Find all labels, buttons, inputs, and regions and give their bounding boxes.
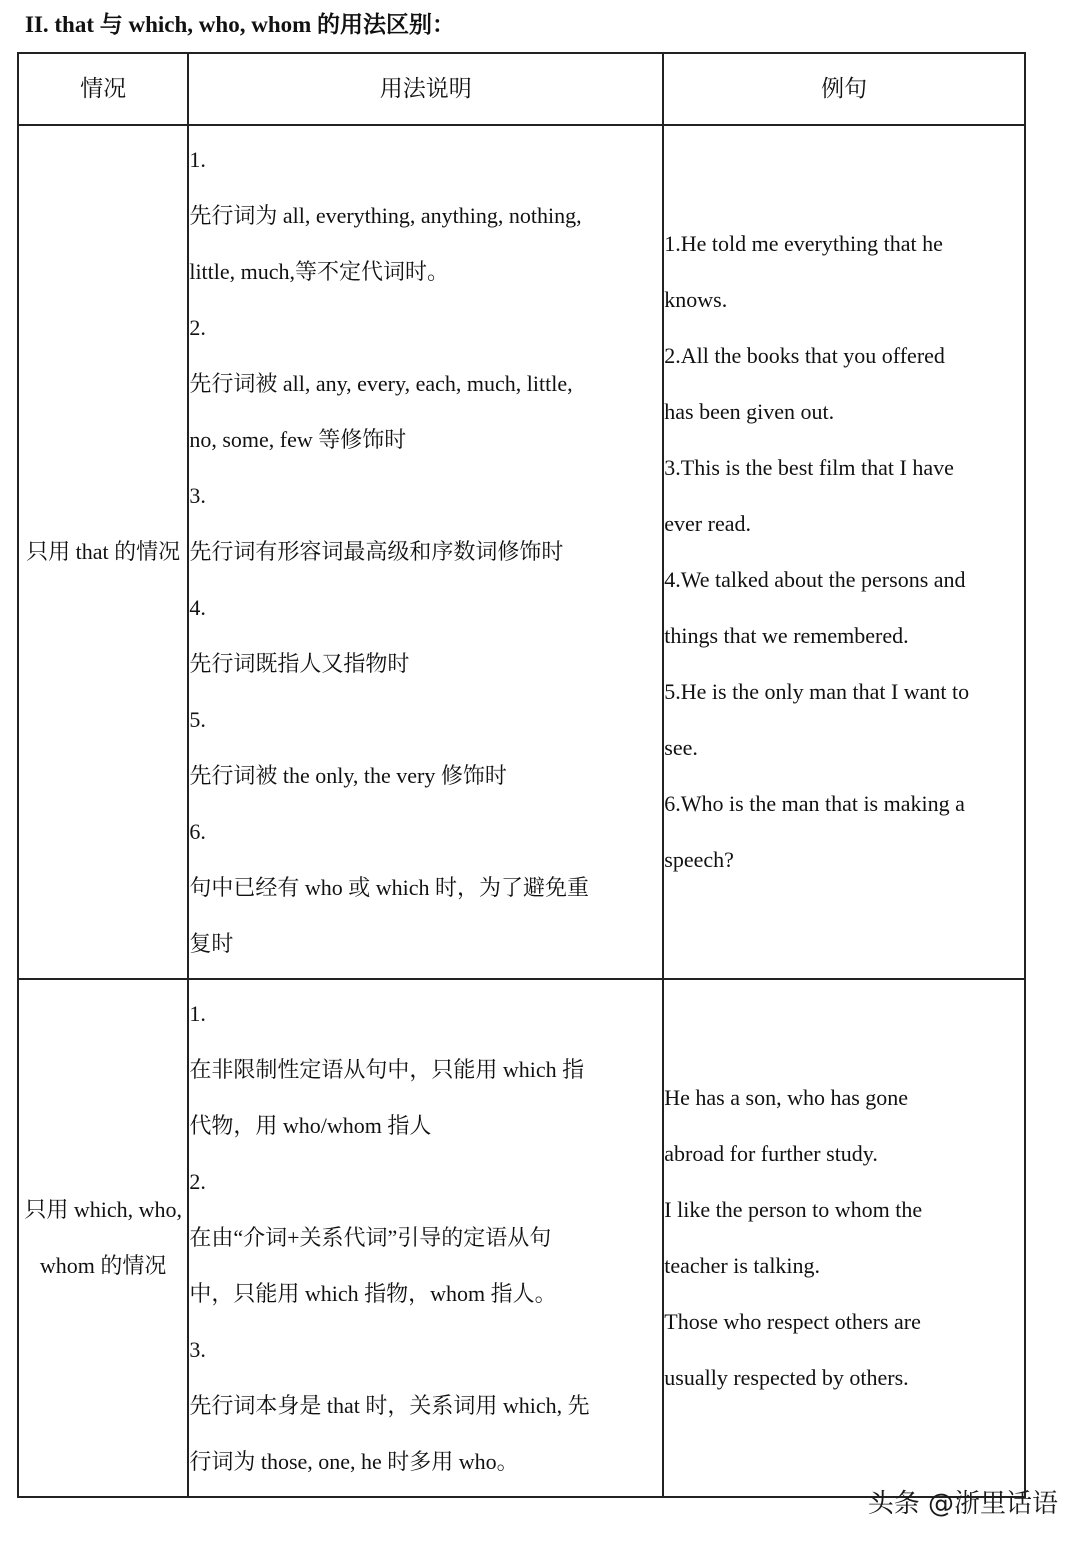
usage-line: 先行词被 all, any, every, each, much, little, <box>189 371 573 396</box>
usage-cell <box>188 125 663 979</box>
example-line: Those who respect others are <box>664 1309 921 1334</box>
example-line: 3.This is the best film that I have <box>664 455 954 480</box>
example-line: 4.We talked about the persons and <box>664 567 966 592</box>
example-line: 5.He is the only man that I want to <box>664 679 970 704</box>
usage-line: 1. <box>189 1001 206 1026</box>
usage-line: 先行词有形容词最高级和序数词修饰时 <box>189 539 564 564</box>
example-line: ever read. <box>664 511 751 536</box>
usage-line: 复时 <box>189 931 234 956</box>
example-cell <box>663 125 1025 979</box>
example-line: usually respected by others. <box>664 1365 909 1390</box>
usage-line: 先行词本身是 that 时，关系词用 which, 先 <box>189 1393 590 1418</box>
table-header-row <box>18 53 1025 125</box>
example-line: 2.All the books that you offered <box>664 343 945 368</box>
usage-line: 1. <box>189 147 206 172</box>
usage-line: 代物，用 who/whom 指人 <box>189 1113 432 1138</box>
header-situation: 情况 <box>18 53 188 125</box>
watermark-logo-text: 头条 @浙里话语 <box>867 1489 1058 1519</box>
example-line: has been given out. <box>664 399 835 424</box>
usage-cell <box>188 979 663 1497</box>
usage-line: no, some, few 等修饰时 <box>189 427 407 452</box>
example-line: see. <box>664 735 698 760</box>
example-line: I like the person to whom the <box>664 1197 923 1222</box>
usage-line: 5. <box>189 707 206 732</box>
header-example: 例句 <box>663 53 1025 125</box>
usage-line: 中，只能用 which 指物，whom 指人。 <box>189 1281 557 1306</box>
usage-line: 在非限制性定语从句中，只能用 which 指 <box>189 1057 585 1082</box>
usage-line: 4. <box>189 595 206 620</box>
example-line: things that we remembered. <box>664 623 909 648</box>
table-row-that-only <box>18 125 1025 979</box>
situation-text: 只用 which, who, whom 的情况 <box>24 1197 182 1278</box>
usage-line: 句中已经有 who 或 which 时，为了避免重 <box>189 875 589 900</box>
example-cell <box>663 979 1025 1497</box>
header-usage: 用法说明 <box>188 53 663 125</box>
usage-line: 6. <box>189 819 206 844</box>
usage-line: 2. <box>189 1169 206 1194</box>
usage-line: 3. <box>189 1337 206 1362</box>
document-title: II. that 与 which, who, whom 的用法区别： <box>25 12 456 37</box>
example-line: knows. <box>664 287 728 312</box>
usage-line: 先行词被 the only, the very 修饰时 <box>189 763 507 788</box>
example-line: abroad for further study. <box>664 1141 878 1166</box>
usage-line: 行词为 those, one, he 时多用 who。 <box>189 1449 519 1474</box>
situation-cell <box>18 125 188 979</box>
usage-line: 先行词既指人又指物时 <box>189 651 410 676</box>
situation-text: 只用 that 的情况 <box>26 539 181 564</box>
table-row-which-who-whom <box>18 979 1025 1497</box>
usage-comparison-table <box>17 52 1026 1498</box>
usage-line: 先行词为 all, everything, anything, nothing, <box>189 203 582 228</box>
usage-line: 2. <box>189 315 206 340</box>
usage-line: little, much,等不定代词时。 <box>189 259 450 284</box>
usage-line: 在由“介词+关系代词”引导的定语从句 <box>189 1225 552 1250</box>
example-line: He has a son, who has gone <box>664 1085 909 1110</box>
usage-line: 3. <box>189 483 206 508</box>
example-line: speech? <box>664 847 734 872</box>
example-line: 1.He told me everything that he <box>664 231 943 256</box>
example-line: teacher is talking. <box>664 1253 821 1278</box>
example-line: 6.Who is the man that is making a <box>664 791 965 816</box>
situation-cell <box>18 979 188 1497</box>
